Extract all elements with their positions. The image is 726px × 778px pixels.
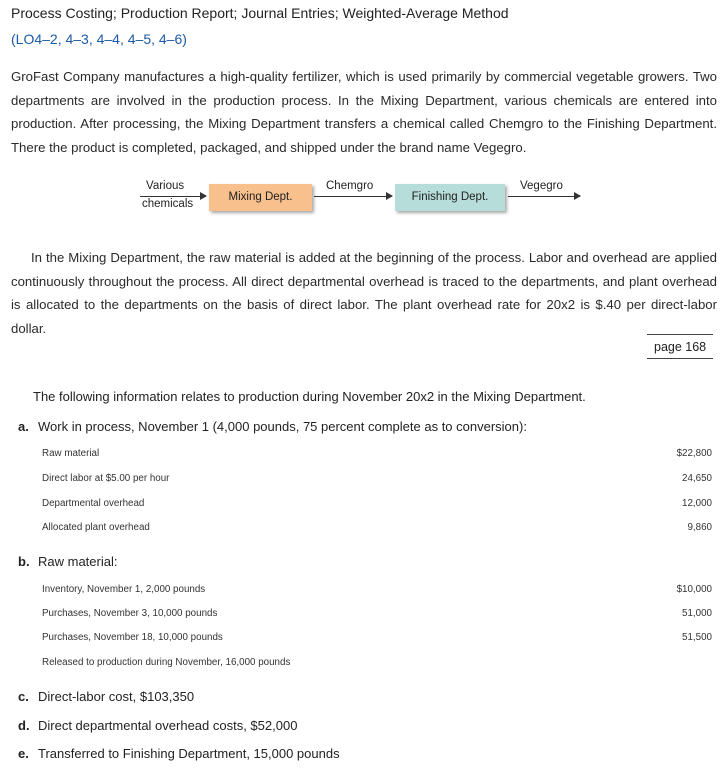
row-label: Purchases, November 18, 10,000 pounds	[42, 632, 223, 643]
item-d	[18, 718, 297, 733]
item-c-text: Direct-labor cost, $103,350	[38, 689, 195, 704]
item-a	[18, 419, 527, 434]
row-value: $10,000	[676, 584, 712, 595]
info-intro: The following information relates to production during November 20x2 in the Mixing Department.	[33, 389, 586, 404]
table-row	[42, 632, 712, 646]
finishing-dept-box: Finishing Dept.	[395, 184, 505, 211]
table-row	[42, 657, 712, 671]
input-label-line2: chemicals	[142, 198, 194, 210]
arrow-into-mixing	[140, 196, 206, 197]
row-label: Direct labor at $5.00 per hour	[42, 473, 170, 484]
item-d-letter: d.	[18, 718, 30, 733]
row-value: 51,000	[682, 608, 712, 619]
item-a-text: Work in process, November 1 (4,000 pounds, 75 percent complete as to conversion):	[38, 419, 527, 434]
arrow-out-of-finishing	[508, 196, 580, 197]
row-value: 9,860	[687, 522, 712, 533]
item-e-letter: e.	[18, 746, 29, 761]
row-label: Released to production during November, 16,000 pounds	[42, 657, 291, 668]
item-c-letter: c.	[18, 689, 29, 704]
row-value: 51,500	[682, 632, 712, 643]
row-value: $22,800	[676, 448, 712, 459]
item-b-letter: b.	[18, 554, 30, 569]
arrow-mixing-to-finishing	[314, 196, 392, 197]
item-c	[18, 689, 194, 704]
vegegro-label: Vegegro	[520, 180, 563, 192]
learning-objectives: (LO4–2, 4–3, 4–4, 4–5, 4–6)	[11, 31, 187, 47]
table-row	[42, 473, 712, 487]
item-e-text: Transferred to Finishing Department, 15,000 pounds	[38, 746, 340, 761]
row-label: Departmental overhead	[42, 498, 145, 509]
table-row	[42, 522, 712, 536]
page-number: page 168	[654, 340, 707, 354]
page-marker-bottom-rule	[647, 358, 713, 359]
process-paragraph: In the Mixing Department, the raw material is added at the beginning of the process. Labor and overhead are applied continuously throughout the process. All direct departmental overhead is traced to the departments, and plant overhead is allocated to the departments on the basis of direct labor. The plant overhead rate for 20x2 is $.40 per direct-labor dollar.	[11, 250, 717, 336]
row-label: Purchases, November 3, 10,000 pounds	[42, 608, 218, 619]
problem-title: Process Costing; Production Report; Journal Entries; Weighted-Average Method	[11, 5, 509, 21]
item-b	[18, 554, 117, 569]
item-e	[18, 746, 340, 761]
chemgro-label: Chemgro	[326, 180, 374, 192]
table-row	[42, 498, 712, 512]
mixing-dept-box: Mixing Dept.	[209, 184, 312, 211]
row-label: Allocated plant overhead	[42, 522, 150, 533]
row-label: Raw material	[42, 448, 100, 459]
page-marker-top-rule	[647, 334, 713, 335]
row-value: 12,000	[682, 498, 712, 509]
input-label-line1: Various	[146, 180, 185, 192]
row-value: 24,650	[682, 473, 712, 484]
row-label: Inventory, November 1, 2,000 pounds	[42, 584, 206, 595]
item-a-letter: a.	[18, 419, 29, 434]
intro-paragraph: GroFast Company manufactures a high-quality fertilizer, which is used primarily by commercial vegetable growers. Two departments are involved in the production process. In the Mixing Department, various chemicals are entered into production. After processing, the Mixing Department transfers a chemical called Chemgro to the Finishing Department. There the product is completed, packaged, and shipped under the brand name Vegegro.	[11, 69, 717, 155]
table-row	[42, 448, 712, 462]
table-row	[42, 584, 712, 598]
item-b-text: Raw material:	[38, 554, 118, 569]
table-row	[42, 608, 712, 622]
item-d-text: Direct departmental overhead costs, $52,000	[38, 718, 298, 733]
